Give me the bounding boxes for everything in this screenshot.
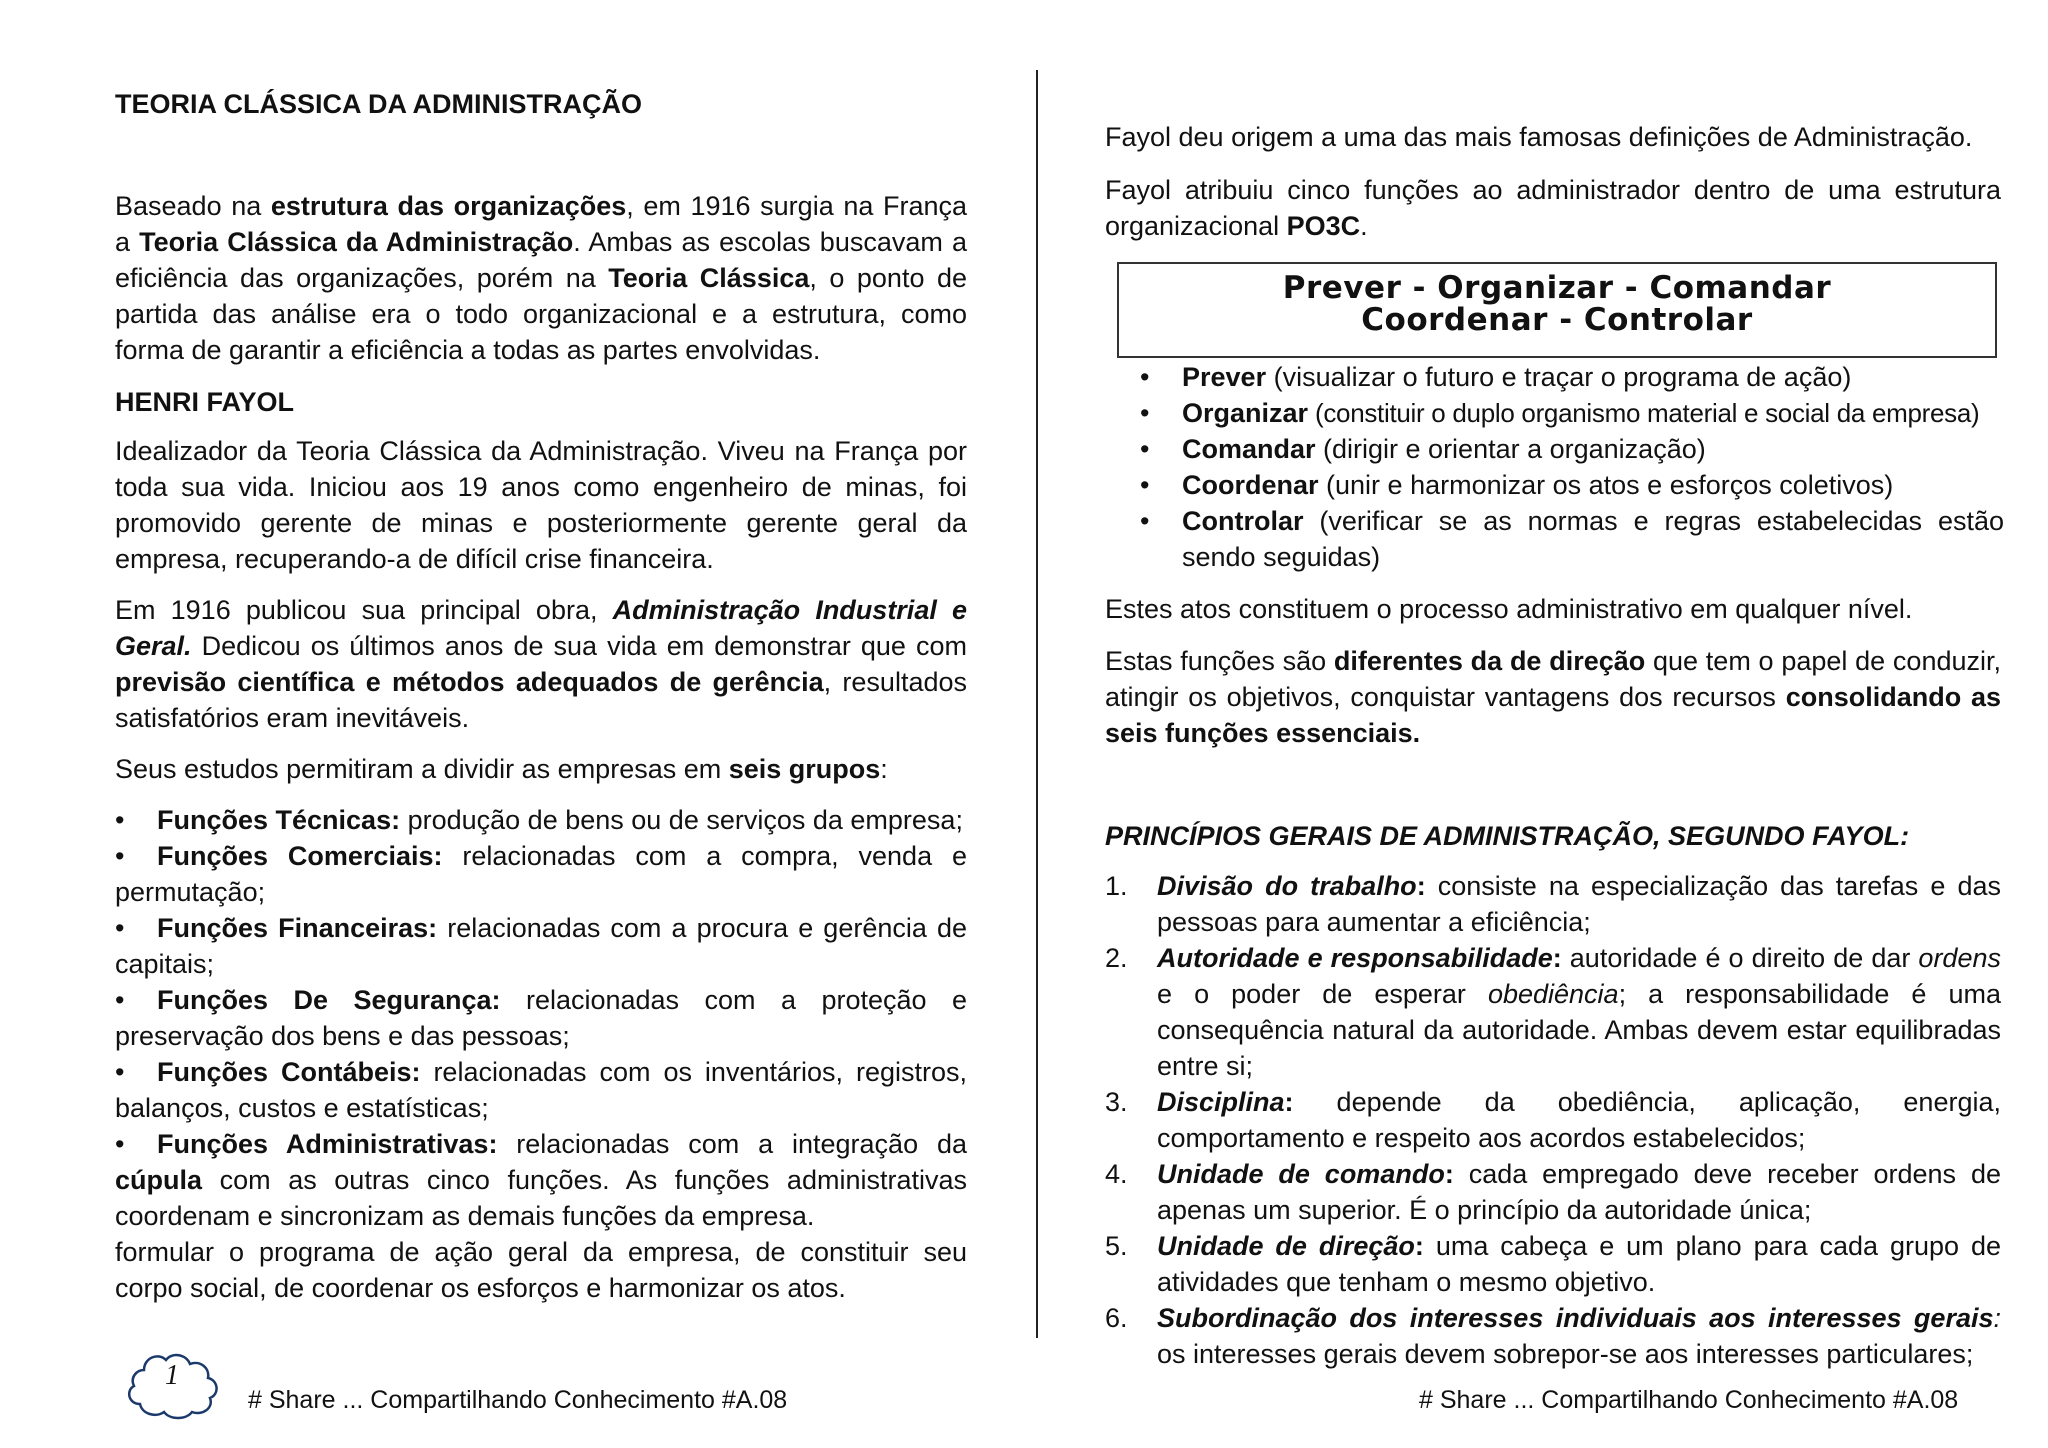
principle-text: os interesses gerais devem sobrepor-se aos interesses particulares; — [1157, 1339, 1974, 1369]
principles-list — [1105, 868, 2001, 1372]
intro-bold-3: Teoria Clássica — [608, 263, 810, 293]
po3c-label: Organizar — [1182, 398, 1309, 428]
bullet: • — [1140, 470, 1150, 500]
principle-colon: : — [1552, 943, 1562, 973]
function-label: Funções Financeiras: — [157, 913, 438, 943]
po3c-item — [1140, 503, 2004, 575]
fayol-heading: HENRI FAYOL — [115, 387, 295, 417]
principle-number: 4. — [1105, 1159, 1128, 1189]
principle-item — [1105, 1084, 2001, 1156]
principle-text: depende da obediência, aplicação, energia, comportamento e respeito aos acordos estabelecidos; — [1157, 1087, 2001, 1153]
principle-item — [1105, 940, 2001, 1084]
po3c-label: Coordenar — [1182, 470, 1319, 500]
function-label: Funções Técnicas: — [157, 805, 401, 835]
bullet: • — [115, 1129, 125, 1159]
principle-colon: : — [1993, 1303, 2001, 1333]
bullet: • — [1140, 434, 1150, 464]
principle-item — [1105, 1228, 2001, 1300]
po3c-item — [1140, 467, 2010, 503]
function-item — [115, 910, 967, 982]
page-title: TEORIA CLÁSSICA DA ADMINISTRAÇÃO — [115, 89, 642, 119]
principle-number: 5. — [1105, 1231, 1128, 1261]
principle-label: Disciplina — [1157, 1087, 1285, 1117]
intro-paragraph — [115, 188, 967, 368]
po3c-item — [1140, 431, 2010, 467]
function-item — [115, 802, 967, 838]
po3c-acronym: PO3C — [1286, 211, 1361, 241]
principle-item — [1105, 1300, 2001, 1372]
principle-text: uma cabeça e um plano para cada grupo de atividades que tenham o mesmo objetivo. — [1157, 1231, 2001, 1297]
page-number-cloud-icon — [122, 1340, 222, 1424]
po3c-text-1: Fayol atribuiu cinco funções ao administrador dentro de uma estrutura organizacional — [1105, 175, 2001, 241]
direction-paragraph — [1105, 643, 2001, 751]
principle-number: 6. — [1105, 1303, 1128, 1333]
bullet: • — [115, 805, 125, 835]
po3c-text: (unir e harmonizar os atos e esforços coletivos) — [1318, 470, 1894, 500]
po3c-box-line-2: Coordenar - Controlar — [1361, 302, 1753, 338]
po3c-text: (visualizar o futuro e traçar o programa de ação) — [1266, 362, 1852, 392]
direction-bold-2: consolidando as seis funções essenciais. — [1105, 682, 2001, 748]
bullet: • — [115, 1057, 125, 1087]
po3c-label: Controlar — [1182, 506, 1304, 536]
principles-heading: PRINCÍPIOS GERAIS DE ADMINISTRAÇÃO, SEGUNDO FAYOL: — [1105, 821, 1910, 851]
principle-label: Unidade de comando — [1157, 1159, 1445, 1189]
po3c-item — [1140, 359, 2010, 395]
function-text: produção de bens ou de serviços da empresa; — [400, 805, 963, 835]
principle-italic: ordens — [1918, 943, 2001, 973]
po3c-text: (verificar se as normas e regras estabelecidas estão sendo seguidas) — [1182, 506, 2004, 572]
po3c-paragraph — [1105, 172, 2001, 244]
principle-item — [1105, 868, 2001, 940]
definition-paragraph: Fayol deu origem a uma das mais famosas definições de Administração. — [1105, 122, 1973, 152]
work-title: Administração Industrial e Geral. — [115, 595, 967, 661]
po3c-label: Prever — [1182, 362, 1267, 392]
po3c-text: (dirigir e orientar a organização) — [1315, 434, 1706, 464]
work-text-1: Em 1916 publicou sua principal obra, — [115, 595, 613, 625]
groups-paragraph — [115, 751, 888, 787]
footer-left: # Share ... Compartilhando Conhecimento #A.08 — [248, 1386, 788, 1414]
function-label: Funções Administrativas: — [157, 1129, 498, 1159]
function-item-admin — [115, 1126, 967, 1234]
principle-number: 3. — [1105, 1087, 1128, 1117]
intro-bold-2: Teoria Clássica da Administração — [139, 227, 574, 257]
function-text: relacionadas com a procura e gerência de capitais; — [115, 913, 967, 979]
direction-text-1: Estas funções são — [1105, 646, 1334, 676]
po3c-box-line-1: Prever - Organizar - Comandar — [1282, 270, 1832, 306]
function-label: Funções Contábeis: — [157, 1057, 421, 1087]
principle-colon: : — [1284, 1087, 1294, 1117]
function-text: relacionadas com a compra, venda e permutação; — [115, 841, 967, 907]
po3c-text: (constituir o duplo organismo material e social da empresa) — [1308, 398, 1980, 428]
function-text: relacionadas com a proteção e preservação dos bens e das pessoas; — [115, 985, 967, 1051]
function-text: relacionadas com a integração da — [497, 1129, 967, 1159]
principle-text: cada empregado deve receber ordens de apenas um superior. É o princípio da autoridade única; — [1157, 1159, 2001, 1225]
principle-number: 1. — [1105, 871, 1128, 901]
direction-bold-1: diferentes da de direção — [1333, 646, 1646, 676]
bullet: • — [115, 841, 125, 871]
work-text-2: Dedicou os últimos anos de sua vida em demonstrar que com — [191, 631, 967, 661]
principle-colon: : — [1414, 1231, 1424, 1261]
function-bold: cúpula — [115, 1165, 203, 1195]
principle-colon: : — [1416, 871, 1426, 901]
principle-italic: obediência — [1487, 979, 1619, 1009]
functions-list — [115, 802, 967, 1306]
closing-paragraph: formular o programa de ação geral da empresa, de constituir seu corpo social, de coordenar os esforços e harmonizar os atos. — [115, 1237, 967, 1303]
principle-label: Subordinação dos interesses individuais aos interesses gerais — [1157, 1303, 1994, 1333]
bullet: • — [115, 985, 125, 1015]
po3c-item — [1140, 395, 2010, 431]
function-item — [115, 982, 967, 1054]
principle-text: autoridade é o direito de dar — [1561, 943, 1919, 973]
principle-label: Unidade de direção — [1157, 1231, 1415, 1261]
principle-text: consiste na especialização das tarefas e das pessoas para aumentar a eficiência; — [1157, 871, 2001, 937]
bullet: • — [1140, 506, 1150, 536]
footer-right: # Share ... Compartilhando Conhecimento #A.08 — [1419, 1386, 1959, 1414]
intro-bold-1: estrutura das organizações — [270, 191, 627, 221]
intro-text-4: , o ponto de partida das análise era o todo organizacional e a estrutura, como forma de garantir a eficiência a todas as partes envolvidas. — [115, 263, 967, 365]
page-number: 1 — [165, 1360, 179, 1391]
groups-text-2: : — [880, 754, 888, 784]
principle-number: 2. — [1105, 943, 1128, 973]
bullet: • — [1140, 362, 1150, 392]
bio-paragraph: Idealizador da Teoria Clássica da Administração. Viveu na França por toda sua vida. Iniciou aos 19 anos como engenheiro de minas, foi promovido gerente de minas e posteriormente gerente geral da empresa, recuperando-a de difícil crise financeira. — [115, 436, 967, 574]
principle-text: e o poder de esperar — [1157, 979, 1488, 1009]
function-item — [115, 1054, 967, 1126]
po3c-label: Comandar — [1182, 434, 1316, 464]
po3c-list — [1140, 359, 2010, 575]
bullet: • — [1140, 398, 1150, 428]
principle-label: Autoridade e responsabilidade — [1157, 943, 1553, 973]
function-text: relacionadas com os inventários, registros, balanços, custos e estatísticas; — [115, 1057, 967, 1123]
process-paragraph: Estes atos constituem o processo administrativo em qualquer nível. — [1105, 594, 1913, 624]
work-bold: previsão científica e métodos adequados de gerência — [115, 667, 824, 697]
intro-text-3: . Ambas as escolas buscavam a eficiência das organizações, porém na — [115, 227, 968, 293]
bullet: • — [115, 913, 125, 943]
intro-text-1: Baseado na — [115, 191, 271, 221]
work-text-3: , resultados satisfatórios eram inevitáveis. — [115, 667, 967, 733]
po3c-text-2: . — [1360, 211, 1368, 241]
function-item — [115, 838, 967, 910]
principle-text: ; a responsabilidade é uma consequência natural da autoridade. Ambas devem estar equilibradas entre si; — [1157, 979, 2001, 1081]
function-label: Funções Comerciais: — [157, 841, 443, 871]
groups-bold: seis grupos — [728, 754, 881, 784]
column-divider — [1036, 70, 1038, 1338]
groups-text-1: Seus estudos permitiram a dividir as empresas em — [115, 754, 729, 784]
principle-label: Divisão do trabalho — [1157, 871, 1417, 901]
po3c-box — [1117, 262, 1997, 358]
function-label: Funções De Segurança: — [157, 985, 501, 1015]
work-paragraph — [115, 592, 967, 736]
direction-text-2: que tem o papel de conduzir, atingir os objetivos, conquistar vantagens dos recursos — [1105, 646, 2001, 712]
principle-colon: : — [1444, 1159, 1454, 1189]
principle-item — [1105, 1156, 2001, 1228]
intro-text-2: , em 1916 surgia na França a — [115, 191, 968, 257]
function-text: com as outras cinco funções. As funções administrativas coordenam e sincronizam as demais funções da empresa. — [115, 1165, 967, 1231]
